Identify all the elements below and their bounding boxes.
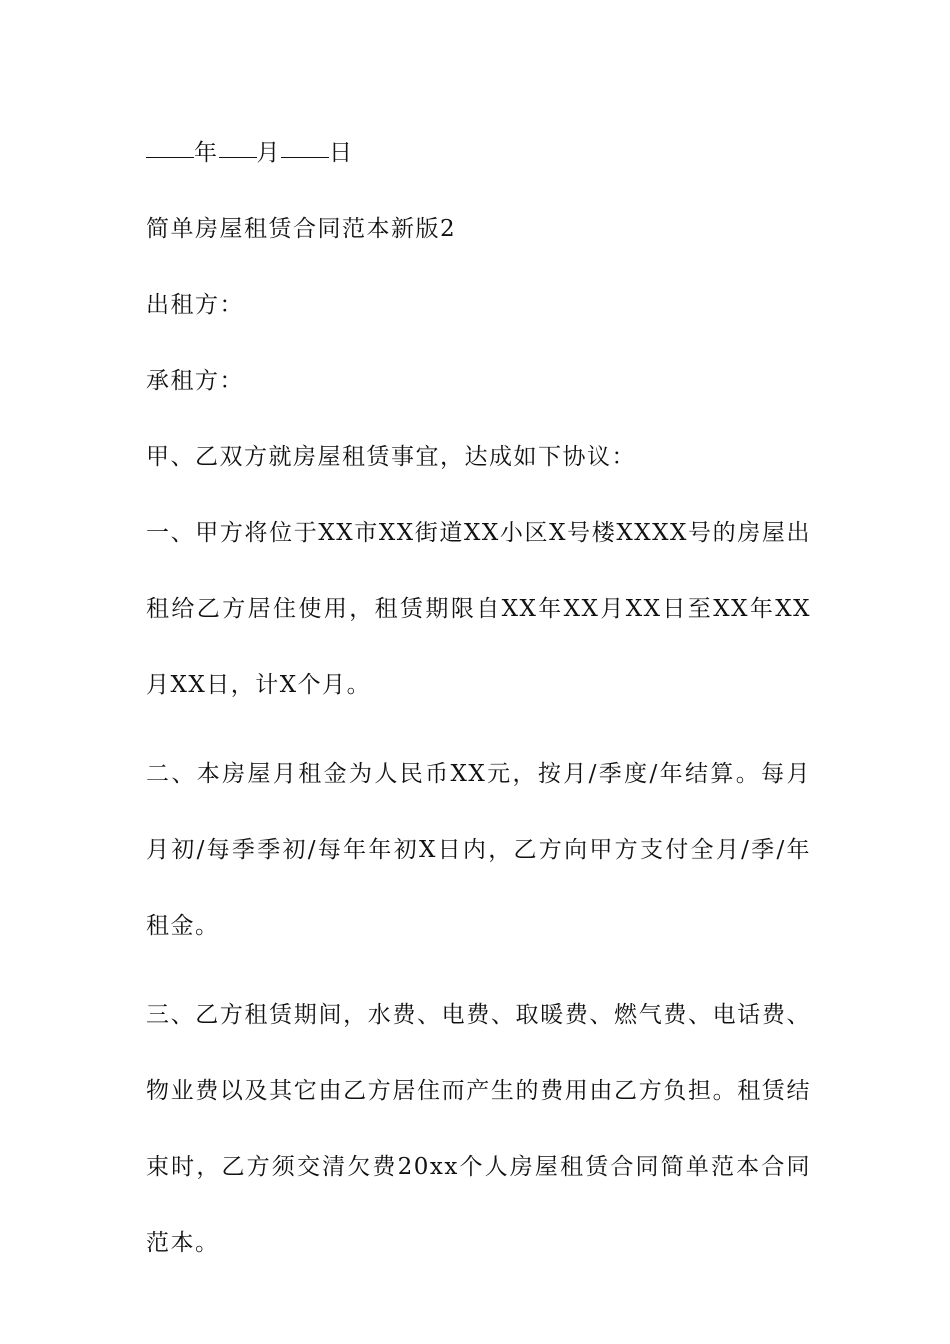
document-title: 简单房屋租赁合同范本新版2 bbox=[146, 216, 457, 242]
date-line bbox=[146, 128, 811, 178]
intro-paragraph: 甲、乙双方就房屋租赁事宜，达成如下协议： bbox=[146, 444, 636, 470]
clause-3: 三、乙方租赁期间，水费、电费、取暖费、燃气费、电话费、物业费以及其它由乙方居住而产生的费用由乙方负担。租赁结束时，乙方须交清欠费20xx个人房屋租赁合同简单范本合同范本。 bbox=[146, 1002, 811, 1256]
year-label: 年 bbox=[194, 140, 219, 166]
day-blank bbox=[281, 156, 329, 158]
month-blank bbox=[219, 156, 257, 158]
year-blank bbox=[146, 156, 194, 158]
lessor-label: 出租方： bbox=[146, 292, 244, 318]
clause-2: 二、本房屋月租金为人民币XX元，按月/季度/年结算。每月月初/每季季初/每年年初X日内，乙方向甲方支付全月/季/年租金。 bbox=[146, 761, 811, 939]
clause-1: 一、甲方将位于XX市XX街道XX小区X号楼XXXX号的房屋出租给乙方居住使用，租赁期限自XX年XX月XX日至XX年XX月XX日，计X个月。 bbox=[146, 520, 811, 698]
month-label: 月 bbox=[256, 140, 281, 166]
day-label: 日 bbox=[329, 140, 354, 166]
lessee-label: 承租方： bbox=[146, 368, 244, 394]
document-body bbox=[146, 128, 811, 1307]
